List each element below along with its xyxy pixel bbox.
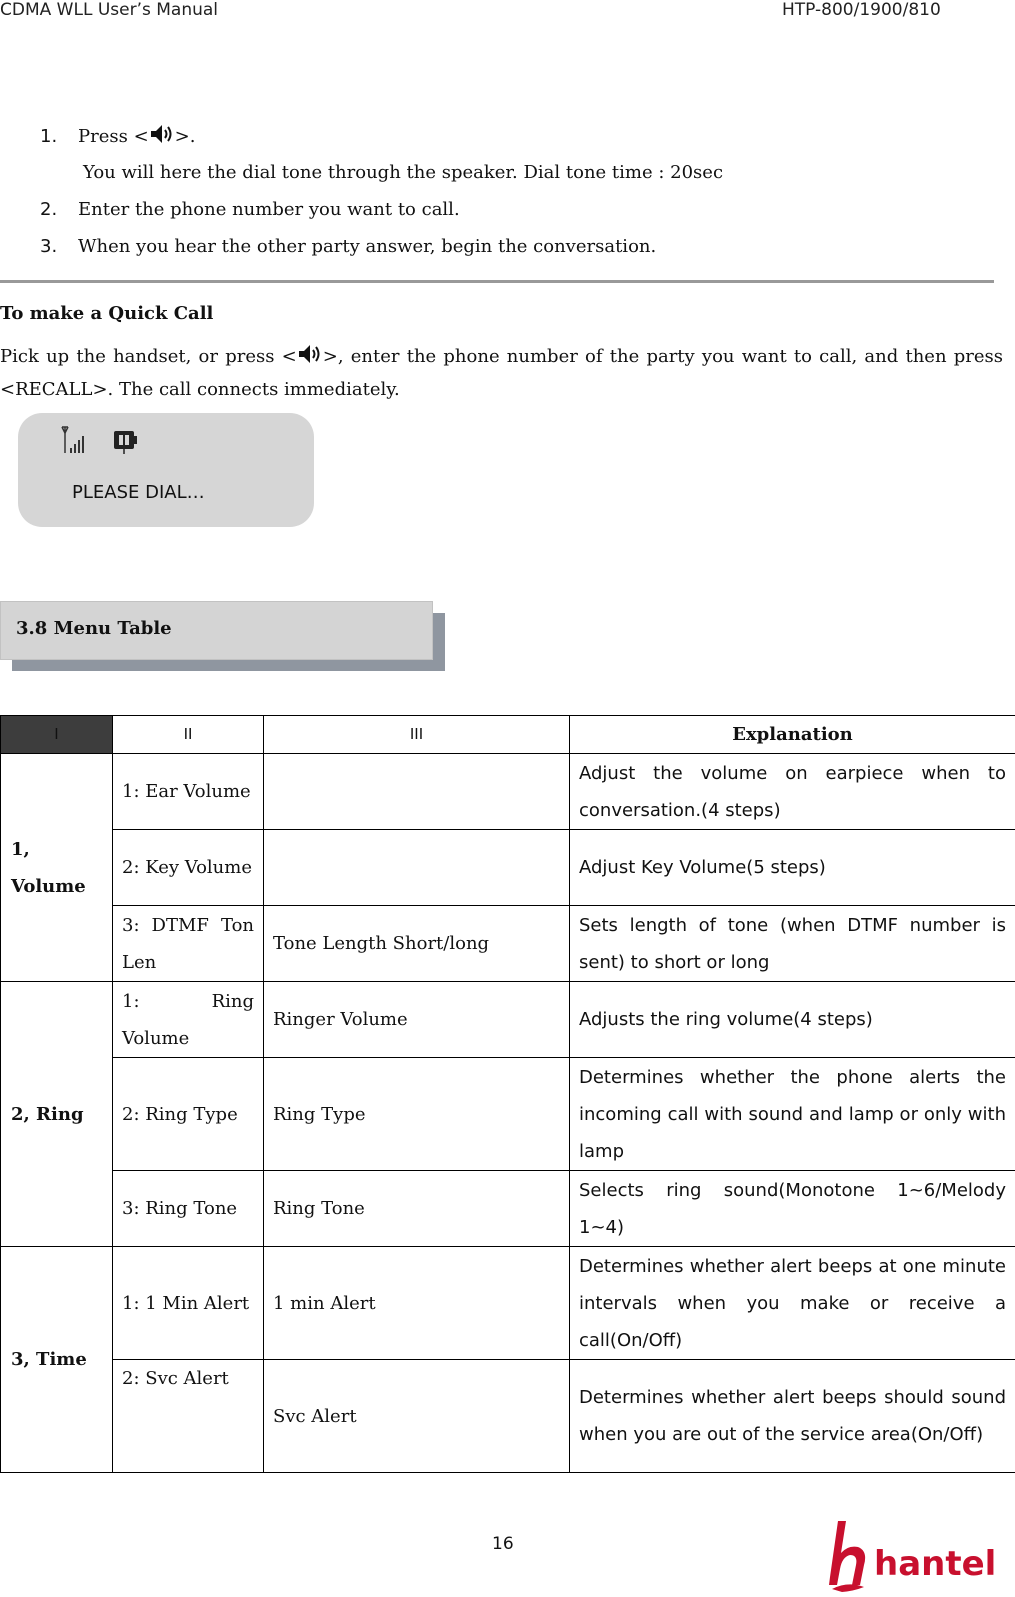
- logo-mark: [829, 1521, 865, 1592]
- explanation-cell: Determines whether alert beeps at one minute intervals when you make or receive a call(On/Off): [570, 1247, 1015, 1360]
- step-3: [40, 228, 723, 265]
- category-cell: 2, Ring: [1, 982, 113, 1247]
- submenu-cell: 1: Ear Volume: [113, 754, 264, 830]
- column-header-iii: III: [264, 716, 570, 754]
- step-text: Enter the phone number you want to call.: [78, 199, 460, 220]
- logo-wordmark: hantel: [874, 1544, 997, 1584]
- item-cell: Ring Tone: [264, 1171, 570, 1247]
- header-manual-title: CDMA WLL User’s Manual: [0, 0, 219, 20]
- item-cell: Ringer Volume: [264, 982, 570, 1058]
- step-note: You will here the dial tone through the speaker. Dial tone time : 20sec: [83, 162, 724, 183]
- explanation-cell: Determines whether alert beeps should sound when you are out of the service area(On/Off): [570, 1360, 1015, 1473]
- step-1: [40, 118, 723, 191]
- speaker-icon: [149, 123, 175, 145]
- table-header-row: [1, 716, 1015, 754]
- explanation-cell: Adjust Key Volume(5 steps): [570, 830, 1015, 906]
- item-cell: Tone Length Short/long: [264, 906, 570, 982]
- table-row: [1, 982, 1015, 1058]
- hantel-logo: [824, 1515, 1008, 1593]
- page-number: 16: [492, 1534, 514, 1554]
- submenu-cell: 2: Key Volume: [113, 830, 264, 906]
- lcd-message: PLEASE DIAL…: [72, 482, 205, 503]
- section-heading: 3.8 Menu Table: [16, 618, 172, 639]
- quick-call-heading: To make a Quick Call: [0, 303, 214, 324]
- table-row: [1, 906, 1015, 982]
- item-cell: Ring Type: [264, 1058, 570, 1171]
- table-row: [1, 1360, 1015, 1473]
- explanation-cell: Selects ring sound(Monotone 1~6/Melody 1~4): [570, 1171, 1015, 1247]
- table-row: [1, 1247, 1015, 1360]
- steps-list: [40, 118, 723, 265]
- quick-call-text-after: >, enter the phone number of the party you want to call, and then press <RECALL>. The call connects immediately.: [0, 346, 1004, 400]
- submenu-cell: 1: Ring Volume: [113, 982, 264, 1058]
- step-text: When you hear the other party answer, begin the conversation.: [78, 236, 657, 257]
- column-header-i: I: [1, 716, 113, 754]
- category-cell: 3, Time: [1, 1247, 113, 1473]
- section-heading-box: [0, 601, 445, 671]
- category-cell: 1, Volume: [1, 754, 113, 982]
- battery-icon: [112, 425, 138, 455]
- table-row: [1, 1058, 1015, 1171]
- signal-strength-icon: [60, 425, 86, 455]
- submenu-cell: 2: Svc Alert: [113, 1360, 264, 1473]
- step-number: 2.: [40, 199, 58, 220]
- header-model-number: HTP-800/1900/810: [782, 0, 941, 20]
- step-text-before: Press <: [78, 126, 149, 147]
- explanation-cell: Determines whether the phone alerts the incoming call with sound and lamp or only with lamp: [570, 1058, 1015, 1171]
- speaker-icon: [297, 343, 323, 365]
- submenu-cell: 3: Ring Tone: [113, 1171, 264, 1247]
- column-header-explanation: Explanation: [570, 716, 1015, 754]
- item-cell: 1 min Alert: [264, 1247, 570, 1360]
- step-number: 3.: [40, 236, 58, 257]
- step-text-after: >.: [174, 126, 196, 147]
- table-row: [1, 830, 1015, 906]
- submenu-cell: 2: Ring Type: [113, 1058, 264, 1171]
- quick-call-text-before: Pick up the handset, or press <: [0, 346, 297, 367]
- submenu-cell: 1: 1 Min Alert: [113, 1247, 264, 1360]
- explanation-cell: Adjusts the ring volume(4 steps): [570, 982, 1015, 1058]
- submenu-cell: 3: DTMF Ton Len: [113, 906, 264, 982]
- explanation-cell: Sets length of tone (when DTMF number is sent) to short or long: [570, 906, 1015, 982]
- item-cell: Svc Alert: [264, 1360, 570, 1473]
- step-number: 1.: [40, 126, 58, 147]
- table-row: [1, 1171, 1015, 1247]
- lcd-display: [18, 413, 314, 527]
- section-heading-panel: [0, 601, 433, 660]
- menu-table: [0, 715, 1015, 1473]
- table-row: [1, 754, 1015, 830]
- item-cell: [264, 830, 570, 906]
- quick-call-paragraph: [0, 340, 1003, 406]
- column-header-ii: II: [113, 716, 264, 754]
- section-divider: [0, 280, 994, 283]
- explanation-cell: Adjust the volume on earpiece when to conversation.(4 steps): [570, 754, 1015, 830]
- step-2: [40, 191, 723, 228]
- item-cell: [264, 754, 570, 830]
